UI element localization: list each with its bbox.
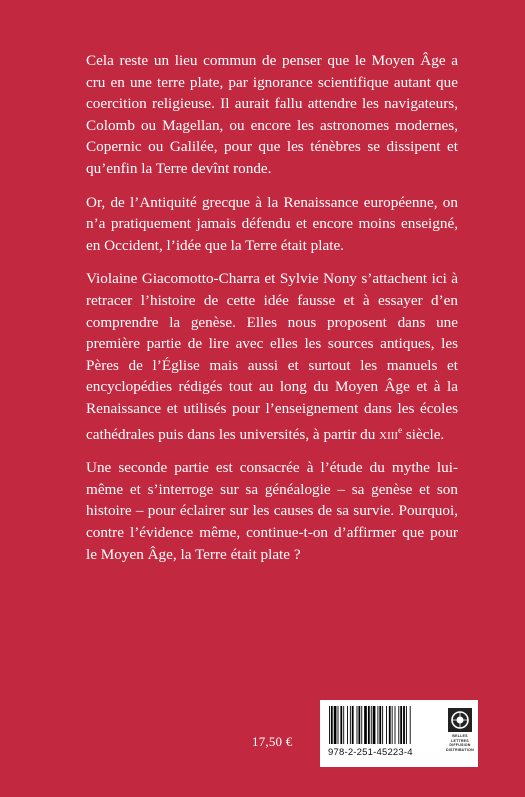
barcode-bar xyxy=(350,706,351,744)
publisher-distribution-mark xyxy=(444,734,476,752)
barcode-bar xyxy=(347,706,348,744)
publisher-line-1: BELLES LETTRES xyxy=(451,734,469,743)
barcode-bar xyxy=(406,706,407,744)
barcode-bar xyxy=(398,706,399,744)
barcode-bar xyxy=(340,706,342,744)
paragraph-2: Or, de l’Antiquité grecque à la Renaissance européenne, on n’a pratiquement jamais défendu et encore moins enseigné, en Occident, l’idée que la Terre était plate. xyxy=(86,193,458,254)
barcode-bar xyxy=(392,706,393,744)
barcode-bar xyxy=(368,706,370,744)
paragraph-4: Une seconde partie est consacrée à l’étude du mythe lui-même et s’interroge sur sa généalogie – sa genèse et son histoire – pour éclairer sur les causes de sa survie. Pourquoi, contre l’évidence même, continue-t-on d’affirmer que pour le Moyen Âge, la Terre était plate ? xyxy=(86,459,458,563)
barcode-bar xyxy=(382,706,383,744)
barcode-bar xyxy=(361,706,362,744)
barcode-bar xyxy=(331,706,333,744)
century-tail: siècle. xyxy=(402,425,445,443)
paragraph-3-text: Violaine Giacomotto-Charra et Sylvie Nony s’attachent ici à retracer l’histoire de cette idée fausse et à essayer d’en comprendre la genèse. Elles nous proposent dans une première partie de lire avec elles les sources antiques, les Pères de l’Église mais aussi et surtout les manuels et encyclopédies rédigés tout au long du Moyen Âge et à la Renaissance et utilisés pour l’enseignement dans les écoles cathédrales puis dans les universités, à partir du xyxy=(86,270,458,443)
paragraph-1: Cela reste un lieu commun de penser que le Moyen Âge a cru en une terre plate, par ignorance scientifique autant que coercition religieuse. Il aurait fallu attendre les navigateurs, Colomb ou Magellan, ou encore les astronomes modernes, Copernic ou Galilée, pour que les ténèbres se dissipent et qu’enfin la Terre devînt ronde. xyxy=(86,52,458,177)
barcode-icon xyxy=(328,706,438,744)
paragraph-3 xyxy=(86,268,458,445)
isbn-number: 978-2-251-45223-4 xyxy=(328,747,413,758)
barcode-bar xyxy=(379,706,381,744)
barcode-bar xyxy=(410,706,411,744)
barcode-bar xyxy=(373,706,376,744)
barcode-bar xyxy=(395,706,396,744)
barcode-label xyxy=(320,700,478,767)
barcode-bar xyxy=(364,706,367,744)
publisher-line-3: DISTRIBUTION xyxy=(446,747,474,752)
barcode-bar xyxy=(377,706,378,744)
barcode-bar xyxy=(334,706,337,744)
barcode-bar xyxy=(400,706,402,744)
barcode-bar xyxy=(329,706,330,744)
barcode-bar xyxy=(386,706,387,744)
century-numeral: xiii xyxy=(379,425,399,443)
price: 17,50 € xyxy=(252,734,293,749)
century-superscript: e xyxy=(398,424,403,435)
publisher-logo-icon xyxy=(448,708,472,732)
barcode-bar xyxy=(352,706,354,744)
barcode-bar xyxy=(389,706,391,744)
barcode-bar xyxy=(338,706,339,744)
blurb xyxy=(86,50,458,577)
barcode-bar xyxy=(357,706,358,744)
barcode-bar xyxy=(371,706,372,744)
barcode-bar xyxy=(343,706,344,744)
barcode-bar xyxy=(358,706,360,744)
publisher-line-2: DIFFUSION xyxy=(449,743,471,748)
barcode-bar xyxy=(403,706,405,744)
